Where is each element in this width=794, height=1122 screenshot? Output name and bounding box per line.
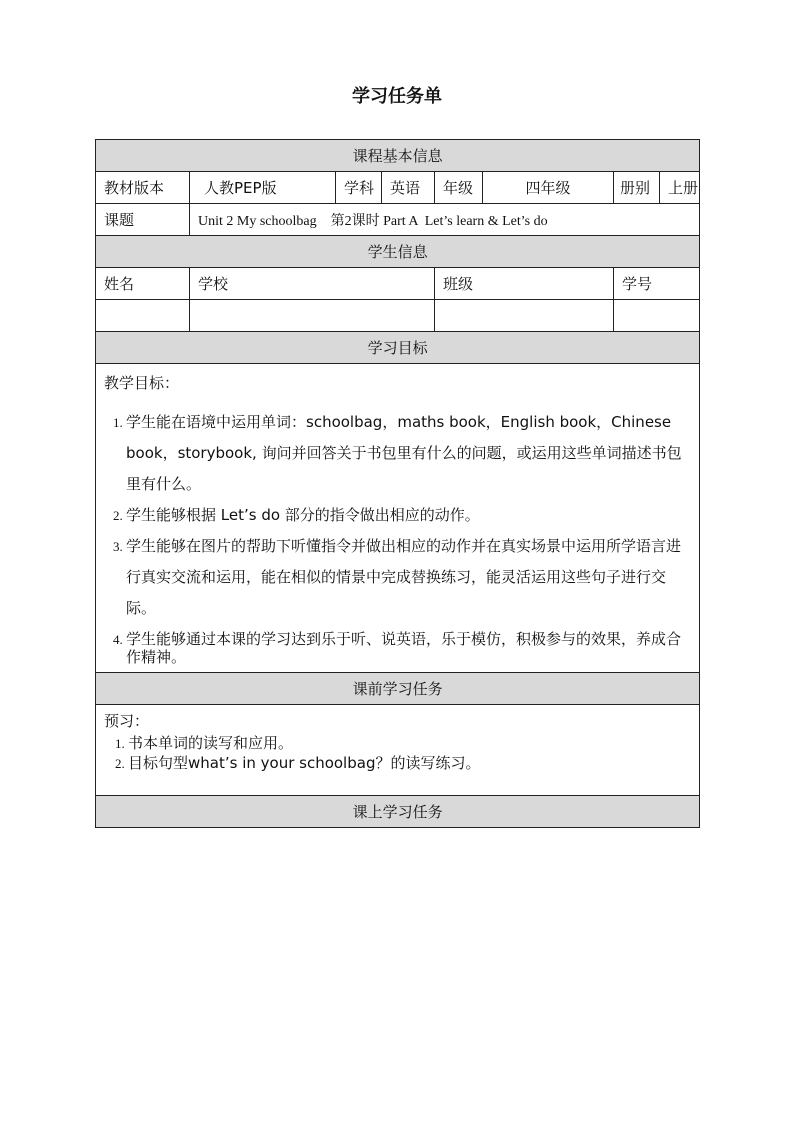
- section-pre-class: 课前学习任务: [96, 673, 700, 705]
- pre-class-item: 2. 目标句型what’s in your schoolbag？的读写练习。: [128, 753, 691, 773]
- volume-value: 上册: [668, 179, 699, 197]
- topic-value: Unit 2 My schoolbag 第2课时 Part A Let’s learn & Let’s do: [190, 204, 700, 236]
- name-label: 姓名: [96, 268, 190, 300]
- pre-class-list: [104, 733, 691, 773]
- section-in-class: 课上学习任务: [96, 796, 700, 828]
- section-student-info: 学生信息: [96, 236, 700, 268]
- class-field[interactable]: [435, 300, 614, 332]
- section-objectives: 学习目标: [96, 332, 700, 364]
- class-label: 班级: [435, 268, 614, 300]
- name-field[interactable]: [96, 300, 190, 332]
- objective-item: 1. 学生能在语境中运用单词：schoolbag，maths book，English book，Chinese book，storybook, 询问并回答关于书包里有什么的问题，或运用这些单词描述书包里有什么。: [126, 407, 691, 500]
- objective-item: 3. 学生能够在图片的帮助下听懂指令并做出相应的动作并在真实场景中运用所学语言进行真实交流和运用，能在相似的情景中完成替换练习，能灵活运用这些句子进行交际。: [126, 531, 691, 624]
- topic-label: 课题: [96, 204, 190, 236]
- subject-label: 学科: [336, 172, 382, 204]
- objectives-lead: 教学目标：: [104, 374, 180, 392]
- subject-value: 英语: [382, 172, 435, 204]
- page-title: 学习任务单: [352, 86, 442, 107]
- school-field[interactable]: [190, 300, 435, 332]
- school-label: 学校: [190, 268, 435, 300]
- student-id-label: 学号: [614, 268, 700, 300]
- section-basic-info: 课程基本信息: [96, 140, 700, 172]
- objective-item: 2. 学生能够根据 Let’s do 部分的指令做出相应的动作。: [126, 500, 691, 531]
- volume-label: 册别: [614, 172, 660, 203]
- textbook-value: 人教PEP版: [190, 172, 336, 204]
- pre-class-cell: [96, 705, 700, 796]
- objectives-list: [104, 407, 691, 666]
- grade-label: 年级: [435, 172, 483, 204]
- pre-class-lead: 预习：: [104, 712, 150, 730]
- textbook-label: 教材版本: [96, 172, 190, 204]
- volume-cell: [614, 172, 700, 204]
- pre-class-item: 1. 书本单词的读写和应用。: [128, 733, 691, 753]
- objective-item: 4. 学生能够通过本课的学习达到乐于听、说英语，乐于模仿，积极参与的效果，养成合作精神。: [126, 630, 691, 666]
- grade-value: 四年级: [483, 172, 614, 204]
- task-sheet-table: [95, 139, 700, 828]
- student-id-field[interactable]: [614, 300, 700, 332]
- objectives-cell: [96, 364, 700, 673]
